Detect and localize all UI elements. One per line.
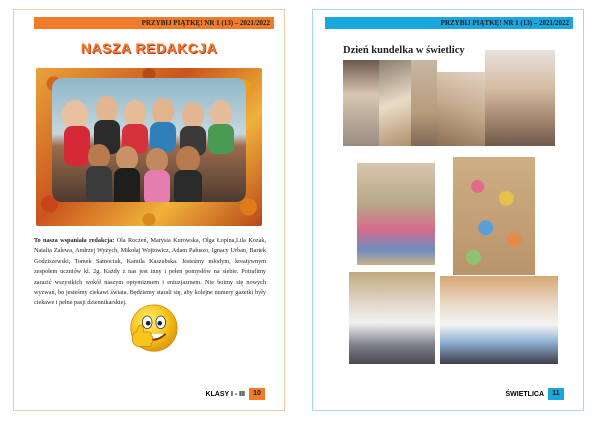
collage-photo-9 <box>440 276 558 364</box>
footer-section-label: KLASY I - III <box>205 390 245 398</box>
left-page <box>13 9 285 411</box>
right-page <box>312 9 584 411</box>
collage-photo-4 <box>437 72 485 146</box>
autumn-photo-frame <box>36 68 262 226</box>
collage-photo-6 <box>357 163 435 265</box>
editorial-body: Ola Roczeń, Marysia Kurowska, Olga Łopina,Lila Kozak, Natalia Zalewa, Andrzej Wyżych, Mikołaj Wojtowicz, Adam Pałuszo, Ignacy Urban, Bartek Godziszewski, Tomek Samociuk, Kamila Kaszubska. Jesteśmy młodym, kreatywnym zespołem uczniów kl. 2g. Każdy z nas jest inny i pełen pomysłów na siebie. Potrafimy zarazić wszystkich wokół naszym optymizmem i entuzjazmem. Nie boimy się nowych wyzwań, bo jesteśmy ciekawi świata. Będziemy starali się, aby kolejne numery gazetki były ciekawe i pełne pasji dziennikarskiej. <box>34 237 266 307</box>
page-number: 11 <box>548 388 564 400</box>
collage-photo-8 <box>349 272 435 364</box>
thumbs-up-smiley-icon <box>123 301 181 359</box>
footer-section-label: ŚWIETLICA <box>505 390 544 398</box>
page-header: PRZYBIJ PIĄTKĘ! NR 1 (13) – 2021/2022 <box>325 17 573 29</box>
collage-photo-7 <box>453 157 535 275</box>
editorial-lead: To nasza wspaniała redakcja: <box>34 237 115 244</box>
article-title: Dzień kundelka w świetlicy <box>343 45 465 56</box>
page-footer <box>506 388 565 400</box>
page-number: 10 <box>249 388 265 400</box>
page-footer <box>205 388 265 400</box>
class-group-photo <box>52 78 246 202</box>
collage-photo-1 <box>343 60 379 146</box>
editorial-text <box>34 236 266 309</box>
collage-photo-3 <box>411 60 437 146</box>
page-title: NASZA REDAKCJA <box>80 40 218 56</box>
collage-photo-2 <box>379 60 411 146</box>
page-header: PRZYBIJ PIĄTKĘ! NR 1 (13) – 2021/2022 <box>34 17 274 29</box>
collage-photo-5 <box>485 50 555 146</box>
